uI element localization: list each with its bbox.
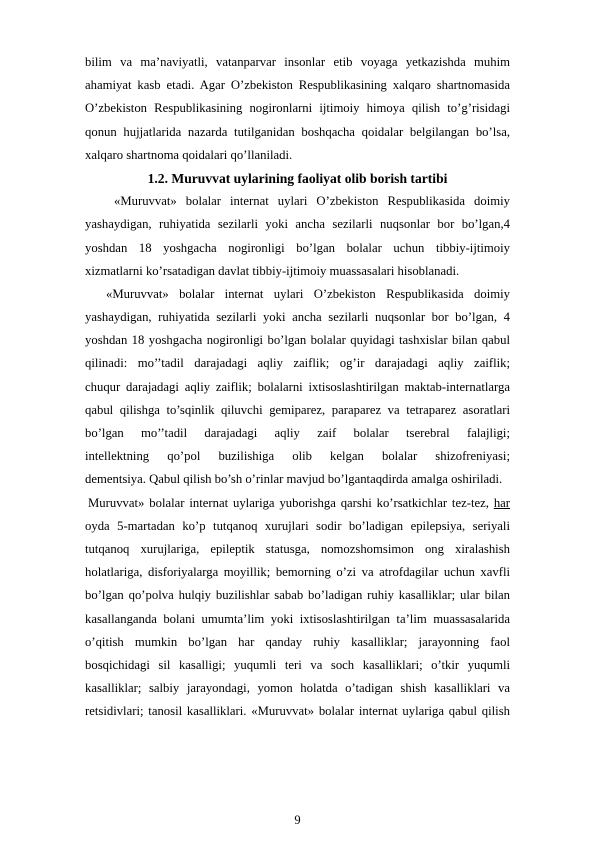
text-line: holatlariga, disforiyalarga moyillik; bemorning o’zi va atrofdagilar uchun xavfli (85, 565, 510, 580)
text-line: dementsiya. Qabul qilish bo’sh o’rinlar mavjud bo’lgantaqdirda amalga oshiriladi. (85, 472, 503, 487)
text-line: bilim va ma’naviyatli, vatanparvar insonlar etib voyaga yetkazishda muhim (85, 55, 510, 69)
text-line: xizmatlarni ko’rsatadigan davlat tibbiy-ijtimoiy muassasalari hisoblanadi. (85, 263, 460, 278)
text-line: retsidivlari; tanosil kasalliklari. «Muruvvat» bolalar internat uylariga qabul qilish (85, 704, 510, 719)
text-line: «Muruvvat» bolalar internat uylari O’zbekiston Respublikasida doimiy (114, 194, 510, 209)
text-line: yoshdan 18 yoshgacha nogironligi bo’lgan bolalar quyidagi tashxislar bilan qabul (85, 333, 510, 348)
text-line: qonun hujjatlarida nazarda tutilganidan boshqacha qoidalar belgilangan bo’lsa, (85, 124, 510, 139)
text-line: tutqanoq xurujlariga, epileptik statusga, nomozshomsimon ong xiralashish (85, 541, 510, 556)
text-line: kasalliklar; salbiy jarayondagi, yomon holatda o’tadigan shish kasalliklari va (85, 681, 510, 696)
text-line: bo’lgan mo’’tadil darajadagi aqliy zaif bolalar tserebral falajligi; (85, 426, 510, 440)
text-line: bo’lgan qo’polva hulqiy buzilishlar sabab bo’ladigan ruhiy kasalliklar; ular bilan (85, 588, 510, 603)
text-line: qabul qilishga to’sqinlik qiluvchi gemiparez, paraparez va tetraparez asoratlari (85, 402, 510, 417)
page-number: 9 (294, 813, 301, 827)
underlined-word: har (493, 495, 511, 510)
text-line: O’zbekiston Respublikasining nogironlarni ijtimoiy himoya qilish to’g’risidagi (85, 101, 510, 116)
text-line: yashaydigan, ruhiyatida sezilarli yoki ancha sezilarli nuqsonlar bor bo’lgan, 4 (85, 310, 510, 325)
text-line (85, 492, 510, 515)
text-line: xalqaro shartnoma qoidalari qo’llaniladi. (85, 147, 293, 162)
text-span: Muruvvat» bolalar internat uylariga yuborishga qarshi ko’rsatkichlar tez-tez, (88, 495, 489, 510)
text-line: qilinadi: mo’’tadil darajadagi aqliy zaiflik; og’ir darajadagi aqliy zaiflik; (85, 356, 510, 371)
text-line: kasallanganda bolani umumta’lim yoki ixtisoslashtirilgan ta’lim muassasalarida (85, 611, 510, 626)
text-line: intellektning qo’pol buzilishiga olib kelgan bolalar shizofreniyasi; (85, 449, 510, 464)
text-line: ahamiyat kasb etadi. Agar O’zbekiston Respublikasining xalqaro shartnomasida (85, 78, 510, 93)
text-line: bosqichidagi sil kasalligi; yuqumli teri va soch kasalliklari; o’tkir yuqumli (85, 657, 510, 672)
paragraph-2 (85, 190, 510, 283)
text-line: oyda 5-martadan ko’p tutqanoq xurujlari sodir bo’ladigan epilepsiya, seriyali (85, 518, 510, 533)
text-line: chuqur darajadagi aqliy zaiflik; bolalarni ixtisoslashtirilgan maktab-internatlarga (85, 379, 510, 394)
paragraph-4 (85, 492, 510, 724)
body-text (85, 51, 510, 723)
text-line: «Muruvvat» bolalar internat uylari O’zbekiston Respublikasida doimiy (106, 286, 510, 301)
text-line: o’qitish mumkin bo’lgan har qanday ruhiy kasalliklar; jarayonning faol (85, 634, 510, 649)
paragraph-3 (85, 283, 510, 492)
text-line: yoshdan 18 yoshgacha nogironligi bo’lgan bolalar uchun tibbiy-ijtimoiy (85, 240, 510, 255)
paragraph-1 (85, 51, 510, 167)
text-line: yashaydigan, ruhiyatida sezilarli yoki ancha sezilarli nuqsonlar bor bo’lgan,4 (85, 217, 510, 232)
section-heading: 1.2. Muruvvat uylarining faoliyat olib borish tartibi (147, 170, 448, 186)
